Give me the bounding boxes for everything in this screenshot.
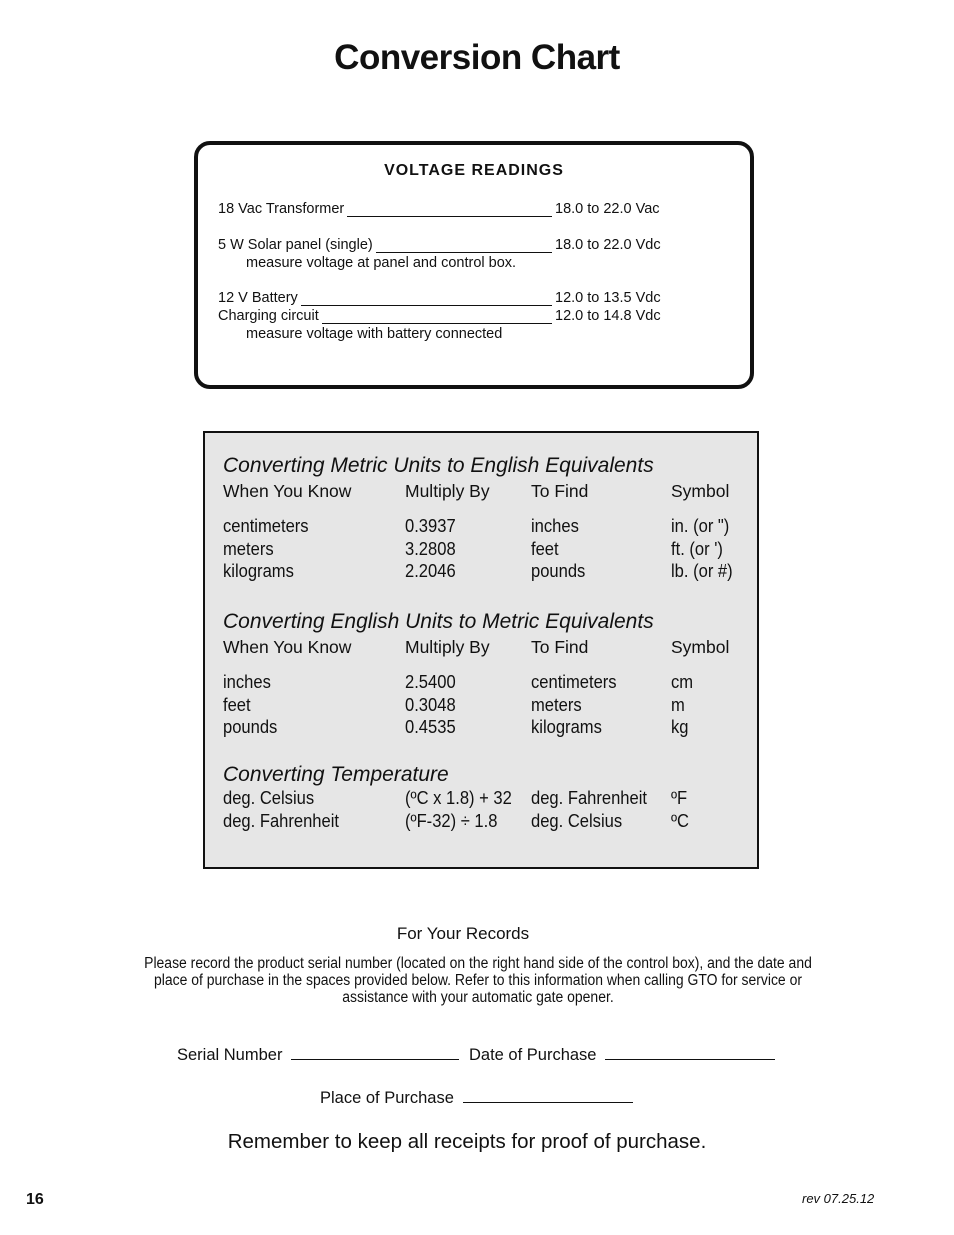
records-instructions: Please record the product serial number (located on the right hand side of the control box), and the date and place of purchase in the spaces provided below. Refer to this information when calling GTO for service or assistance with your automatic gate opener. <box>144 955 812 1006</box>
table-cell: 0.3048 <box>405 695 456 715</box>
receipts-reminder: Remember to keep all receipts for proof of purchase. <box>227 1130 707 1153</box>
table-cell: pounds <box>531 561 586 581</box>
date-of-purchase-input[interactable] <box>605 1045 775 1060</box>
page-title: Conversion Chart <box>334 38 620 77</box>
place-of-purchase-label: Place of Purchase <box>320 1089 454 1107</box>
table-cell: kilograms <box>223 561 294 581</box>
table-cell: 2.5400 <box>405 672 456 692</box>
table-cell: kg <box>671 717 689 737</box>
page-number: 16 <box>26 1191 44 1208</box>
table-cell: meters <box>531 695 582 715</box>
table-cell: ºC <box>671 811 690 831</box>
voltage-label: 18 Vac Transformer <box>218 201 347 217</box>
voltage-readings-box <box>194 141 754 389</box>
table-cell: inches <box>223 672 271 692</box>
table-cell: in. (or ") <box>671 516 730 536</box>
section-title-temperature: Converting Temperature <box>223 763 449 786</box>
table-cell: centimeters <box>223 516 309 536</box>
voltage-label: Charging circuit <box>218 308 322 324</box>
table-cell: 3.2808 <box>405 539 456 559</box>
voltage-row-battery <box>198 290 750 308</box>
table-cell: ºF <box>671 788 688 808</box>
table-cell: feet <box>223 695 251 715</box>
conversion-table <box>203 431 759 869</box>
voltage-label: 12 V Battery <box>218 290 301 306</box>
section-title-metric: Converting Metric Units to English Equivalents <box>223 454 654 477</box>
serial-number-field[interactable] <box>177 1045 459 1065</box>
column-header: To Find <box>531 637 589 657</box>
table-cell: kilograms <box>531 717 602 737</box>
column-header: To Find <box>531 481 589 501</box>
table-cell: 0.3937 <box>405 516 456 536</box>
table-cell: 0.4535 <box>405 717 456 737</box>
table-cell: deg. Fahrenheit <box>531 788 648 808</box>
voltage-value: 18.0 to 22.0 Vdc <box>555 237 661 253</box>
column-header: Multiply By <box>405 637 490 657</box>
voltage-note: measure voltage with battery connected <box>246 326 503 342</box>
serial-number-input[interactable] <box>291 1045 459 1060</box>
table-cell: (ºF-32) ÷ 1.8 <box>405 811 498 831</box>
table-cell: (ºC x 1.8) + 32 <box>405 788 512 808</box>
voltage-value: 18.0 to 22.0 Vac <box>555 201 660 217</box>
table-cell: pounds <box>223 717 278 737</box>
table-cell: deg. Celsius <box>531 811 623 831</box>
voltage-row-charging <box>198 308 750 326</box>
column-header: When You Know <box>223 481 352 501</box>
voltage-note: measure voltage at panel and control box. <box>246 255 517 271</box>
column-header: When You Know <box>223 637 352 657</box>
voltage-row-transformer <box>198 201 750 219</box>
table-cell: ft. (or ') <box>671 539 723 559</box>
records-title: For Your Records <box>396 924 530 943</box>
voltage-heading: VOLTAGE READINGS <box>384 162 564 179</box>
place-of-purchase-input[interactable] <box>463 1088 633 1103</box>
column-header: Multiply By <box>405 481 490 501</box>
table-cell: inches <box>531 516 579 536</box>
table-cell: cm <box>671 672 694 692</box>
revision-date: rev 07.25.12 <box>802 1191 875 1206</box>
place-of-purchase-field[interactable] <box>320 1088 633 1108</box>
table-cell: meters <box>223 539 274 559</box>
column-header: Symbol <box>671 481 730 501</box>
date-of-purchase-field[interactable] <box>469 1045 775 1065</box>
table-cell: 2.2046 <box>405 561 456 581</box>
table-cell: centimeters <box>531 672 617 692</box>
table-cell: m <box>671 695 685 715</box>
voltage-value: 12.0 to 14.8 Vdc <box>555 308 661 324</box>
column-header: Symbol <box>671 637 730 657</box>
voltage-value: 12.0 to 13.5 Vdc <box>555 290 661 306</box>
table-cell: deg. Fahrenheit <box>223 811 340 831</box>
voltage-row-solar <box>198 237 750 255</box>
table-cell: deg. Celsius <box>223 788 315 808</box>
table-cell: feet <box>531 539 559 559</box>
table-cell: lb. (or #) <box>671 561 733 581</box>
section-title-english: Converting English Units to Metric Equivalents <box>223 610 654 633</box>
voltage-label: 5 W Solar panel (single) <box>218 237 376 253</box>
serial-number-label: Serial Number <box>177 1046 283 1064</box>
date-of-purchase-label: Date of Purchase <box>469 1046 597 1064</box>
